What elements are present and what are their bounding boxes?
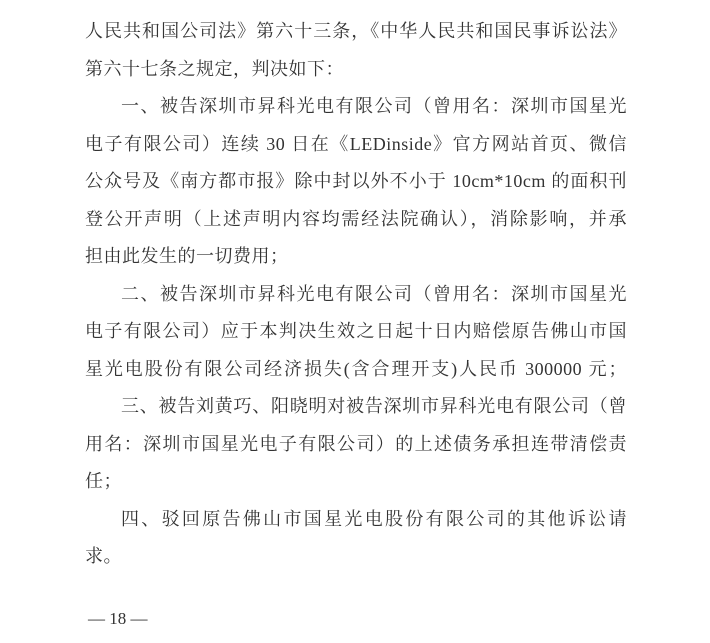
document-body [85,13,627,576]
text-line: 一、被告深圳市昇科光电有限公司（曾用名：深圳市国星光 [121,96,627,116]
text-line: 星光电股份有限公司经济损失(含合理开支)人民币 300000 元； [85,358,627,379]
text-line: 任； [85,471,122,491]
text-line: 公众号及《南方都市报》除中封以外不小于 10cm*10cm 的面积刊 [85,171,627,191]
text-line: 电子有限公司）应于本判决生效之日起十日内赔偿原告佛山市国 [85,321,627,341]
text-line: 求。 [85,546,122,566]
text-line: 用名：深圳市国星光电子有限公司）的上述债务承担连带清偿责 [85,433,627,454]
text-line: 第六十七条之规定，判决如下： [85,58,344,79]
text-line: 二、被告深圳市昇科光电有限公司（曾用名：深圳市国星光 [121,283,627,304]
text-line: 电子有限公司）连续 30 日在《LEDinside》官方网站首页、微信 [85,133,627,154]
text-line: 登公开声明（上述声明内容均需经法院确认），消除影响，并承 [85,208,627,229]
text-line: 三、被告刘黄巧、阳晓明对被告深圳市昇科光电有限公司（曾 [121,396,627,416]
page-number: — 18 — [88,608,148,628]
text-line: 四、驳回原告佛山市国星光电股份有限公司的其他诉讼请 [121,508,627,529]
text-line: 人民共和国公司法》第六十三条，《中华人民共和国民事诉讼法》 [85,21,627,41]
text-line: 担由此发生的一切费用； [85,246,289,266]
